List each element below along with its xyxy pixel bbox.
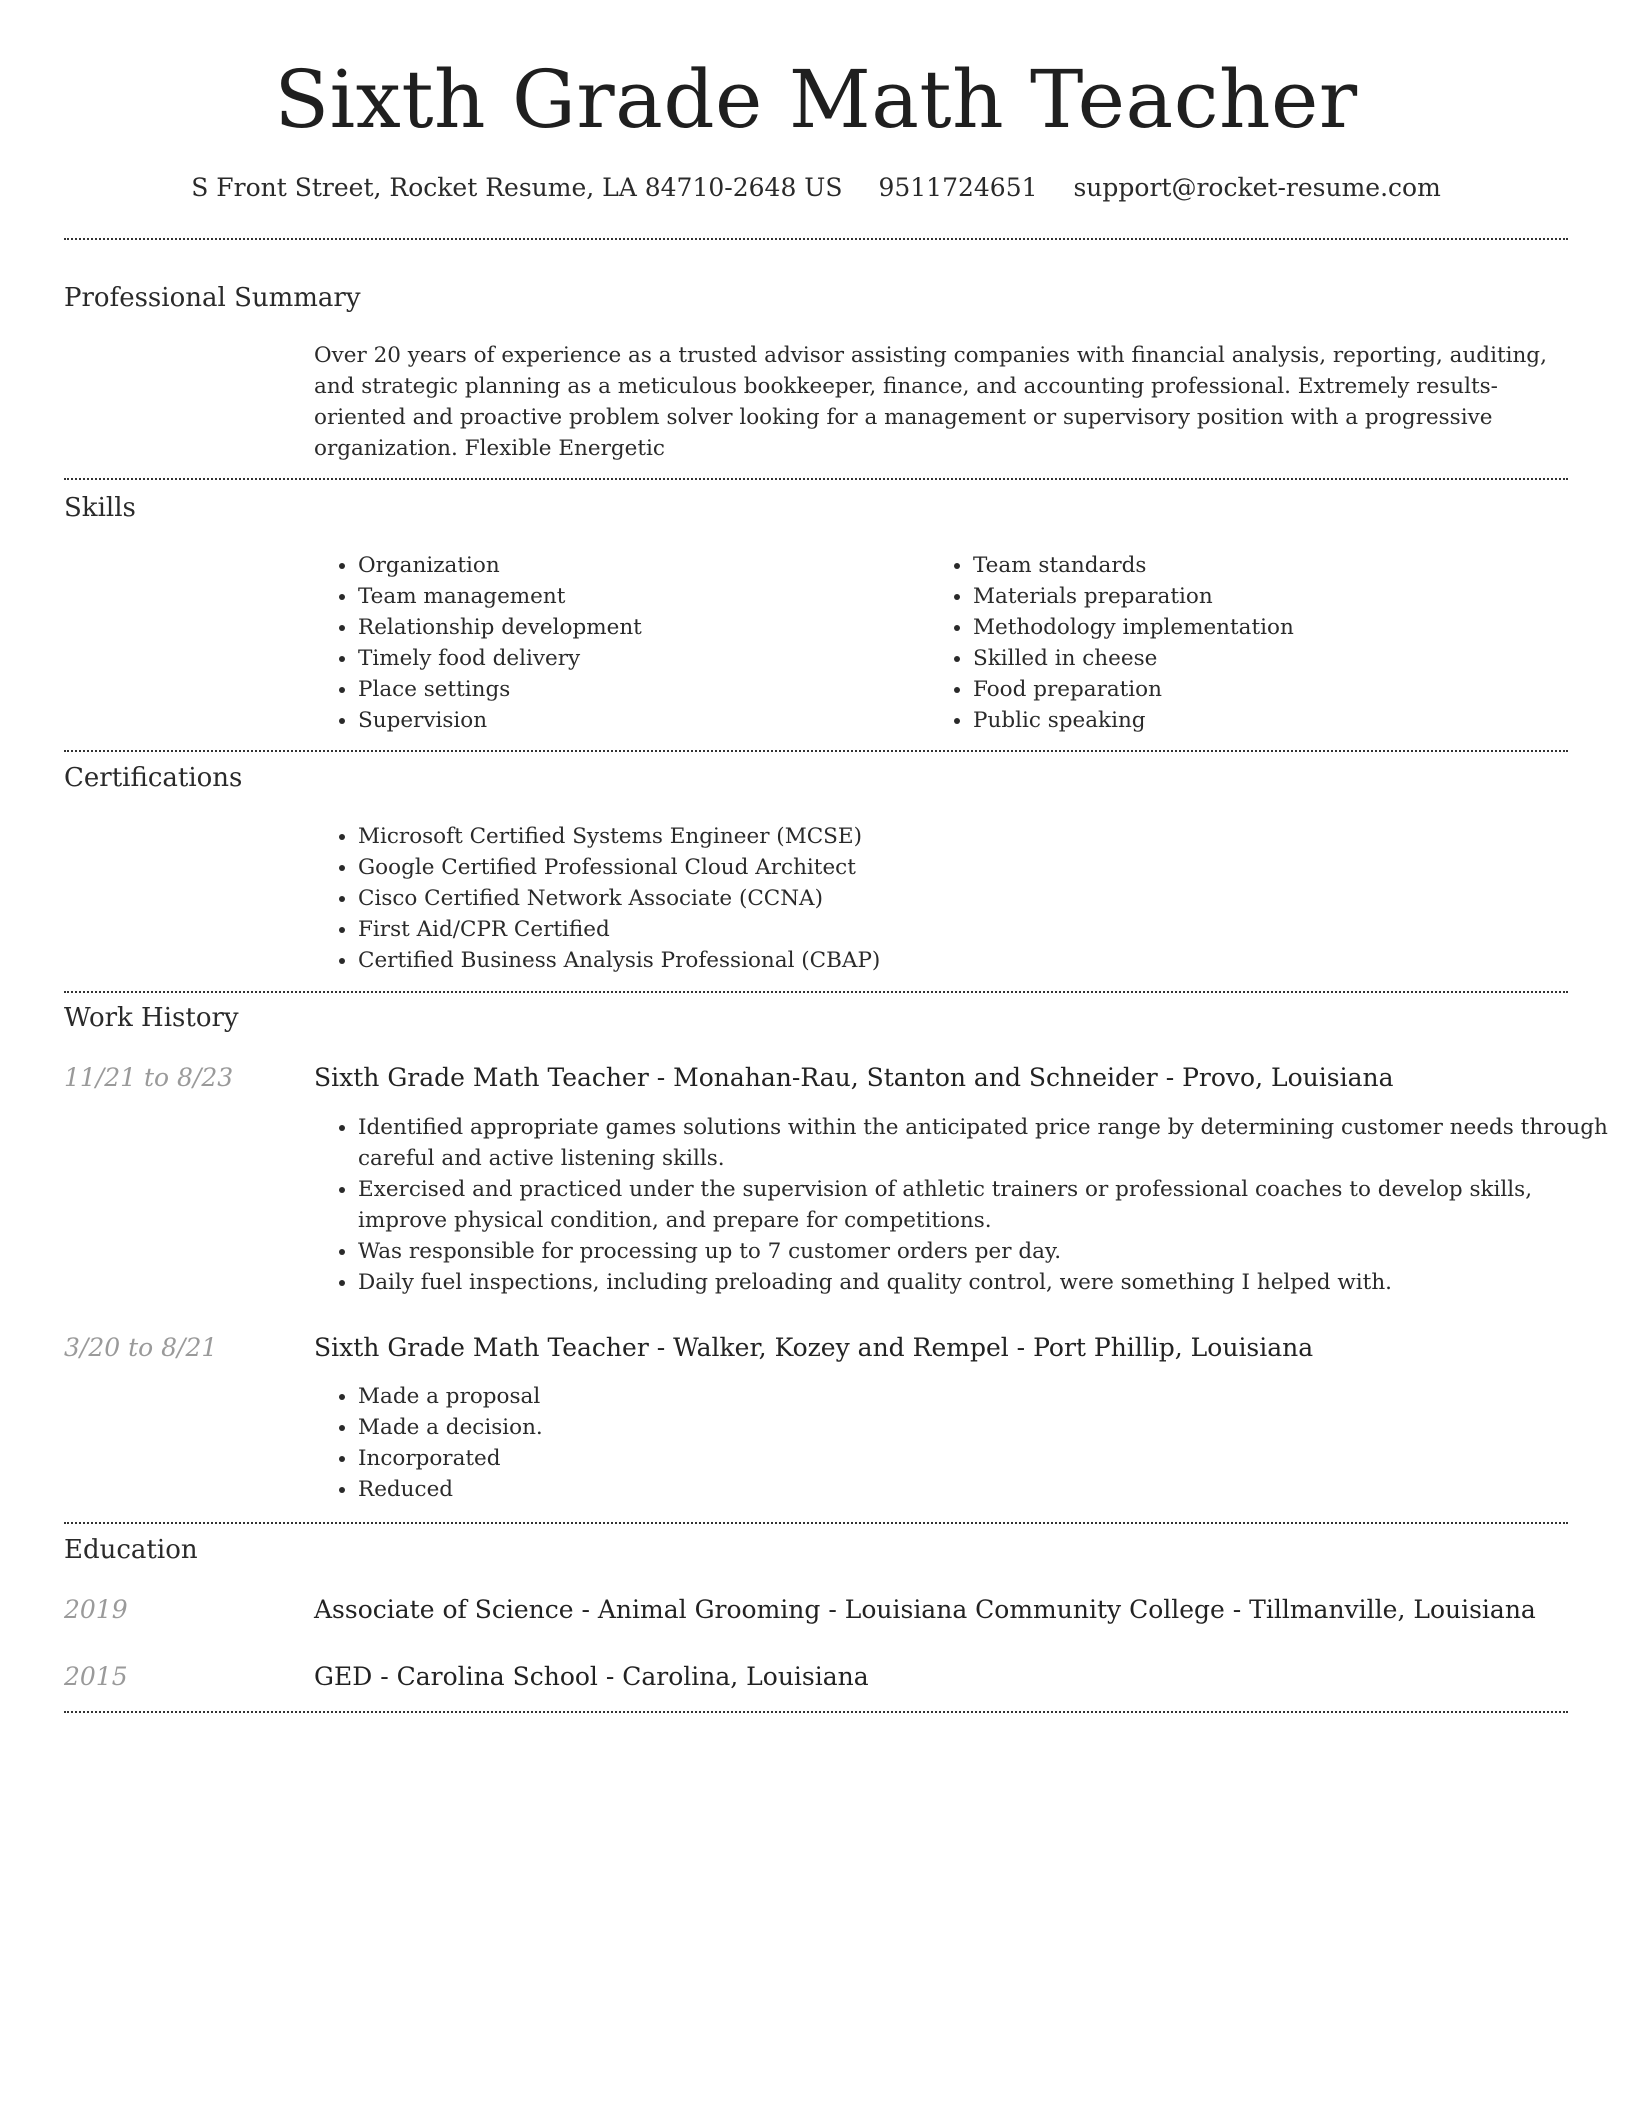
section-title-summary: Professional Summary	[64, 283, 361, 313]
skill-item: • Relationship development	[358, 612, 918, 643]
job-bullets	[314, 1112, 1608, 1298]
education-entry: Associate of Science - Animal Grooming - Louisiana Community College - Tillmanville, Louisiana	[314, 1595, 1536, 1624]
skill-item: • Team management	[358, 581, 918, 612]
certification-item: • Google Certified Professional Cloud Architect	[358, 852, 1558, 883]
divider	[64, 750, 1568, 752]
skill-item: • Place settings	[358, 674, 918, 705]
certification-item: • Certified Business Analysis Professional (CBAP)	[358, 945, 1558, 976]
divider	[64, 1522, 1568, 1524]
section-title-education: Education	[64, 1535, 198, 1565]
job-dates: 11/21 to 8/23	[64, 1063, 234, 1092]
job-bullet: • Made a decision.	[358, 1412, 1608, 1443]
skill-item: • Team standards	[973, 550, 1573, 581]
certifications-list	[314, 821, 1558, 976]
education-year: 2019	[64, 1595, 128, 1624]
contact-phone: 9511724651	[878, 173, 1038, 202]
contact-email: support@rocket-resume.com	[1073, 173, 1441, 202]
contact-address: S Front Street, Rocket Resume, LA 84710-2648 US	[191, 173, 843, 202]
skill-item: • Materials preparation	[973, 581, 1573, 612]
section-title-skills: Skills	[64, 493, 136, 523]
section-title-work-history: Work History	[64, 1003, 239, 1033]
skill-item: • Timely food delivery	[358, 643, 918, 674]
skills-list-right	[929, 550, 1573, 736]
education-entry: GED - Carolina School - Carolina, Louisiana	[314, 1662, 869, 1691]
education-year: 2015	[64, 1662, 128, 1691]
skill-item: • Methodology implementation	[973, 612, 1573, 643]
skill-item: • Supervision	[358, 705, 918, 736]
job-bullet: • Incorporated	[358, 1443, 1608, 1474]
job-bullet: • Daily fuel inspections, including preloading and quality control, were something I helped with.	[358, 1267, 1608, 1298]
contact-line	[0, 170, 1632, 206]
job-bullets	[314, 1381, 1608, 1505]
candidate-name: Sixth Grade Math Teacher	[274, 53, 1358, 146]
divider	[64, 478, 1568, 480]
skill-item: • Food preparation	[973, 674, 1573, 705]
certification-item: • First Aid/CPR Certified	[358, 914, 1558, 945]
divider	[64, 991, 1568, 993]
skills-list-left	[314, 550, 918, 736]
certification-item: • Cisco Certified Network Associate (CCNA)	[358, 883, 1558, 914]
job-bullet: • Made a proposal	[358, 1381, 1608, 1412]
job-bullet: • Reduced	[358, 1474, 1608, 1505]
job-bullet: • Was responsible for processing up to 7 customer orders per day.	[358, 1236, 1608, 1267]
skill-item: • Organization	[358, 550, 918, 581]
certification-item: • Microsoft Certified Systems Engineer (MCSE)	[358, 821, 1558, 852]
section-title-certifications: Certifications	[64, 763, 243, 793]
job-bullet: • Identified appropriate games solutions within the anticipated price range by determining customer needs through careful and active listening skills.	[358, 1112, 1608, 1174]
skill-item: • Skilled in cheese	[973, 643, 1573, 674]
divider	[64, 238, 1568, 240]
summary-text: Over 20 years of experience as a trusted advisor assisting companies with financial analysis, reporting, auditing, and strategic planning as a meticulous bookkeeper, finance, and accounting professional. Extremely results-oriented and proactive problem solver looking for a management or supervisory position with a progressive organization. Flexible Energetic	[314, 343, 1547, 461]
job-bullet: • Exercised and practiced under the supervision of athletic trainers or professional coaches to develop skills, improve physical condition, and prepare for competitions.	[358, 1174, 1608, 1236]
job-title: Sixth Grade Math Teacher - Walker, Kozey and Rempel - Port Phillip, Louisiana	[314, 1333, 1314, 1362]
divider	[64, 1711, 1568, 1713]
job-title: Sixth Grade Math Teacher - Monahan-Rau, Stanton and Schneider - Provo, Louisiana	[314, 1063, 1394, 1092]
skill-item: • Public speaking	[973, 705, 1573, 736]
job-dates: 3/20 to 8/21	[64, 1333, 218, 1362]
